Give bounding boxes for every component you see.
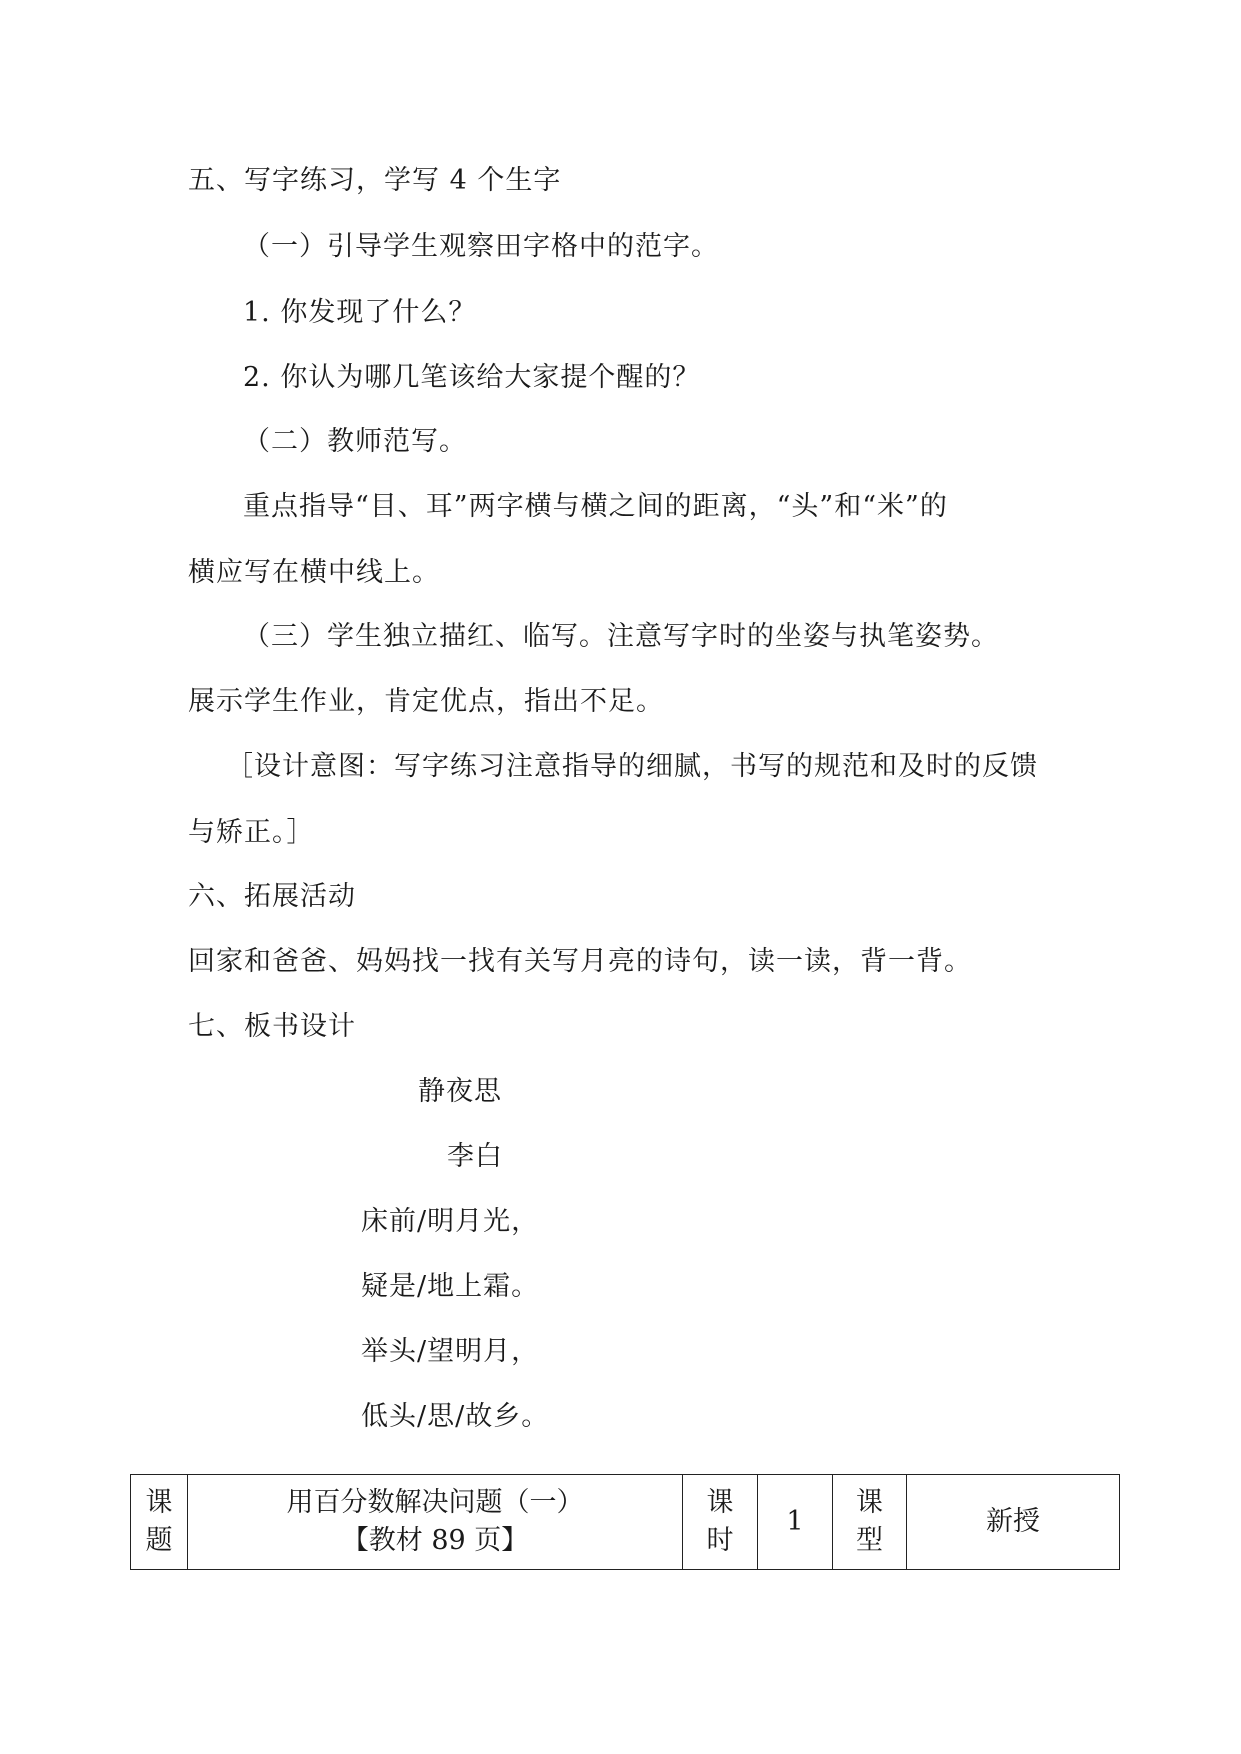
poem-verse-4: 低头/思/故乡。 [361, 1401, 550, 1432]
topic-value-cell [188, 1475, 683, 1570]
guidance-line-2: 横应写在横中线上。 [188, 557, 440, 588]
showcase-line: 展示学生作业，肯定优点，指出不足。 [188, 686, 664, 717]
design-intent-line-2: 与矫正。］ [188, 817, 315, 848]
step-demo: （二）教师范写。 [243, 426, 467, 457]
hours-value-cell: 1 [758, 1475, 833, 1570]
topic-label-char-2: 题 [145, 1525, 173, 1556]
poem-title: 静夜思 [418, 1076, 502, 1107]
poem-verse-1: 床前/明月光， [361, 1206, 540, 1237]
type-label-cell [833, 1475, 907, 1570]
topic-textbook-page: 【教材 89 页】 [341, 1525, 529, 1556]
lesson-info-table [130, 1474, 1120, 1570]
type-value-cell: 新授 [907, 1475, 1120, 1570]
type-label-char-2: 型 [856, 1525, 883, 1556]
step-practice: （三）学生独立描红、临写。注意写字时的坐姿与执笔姿势。 [243, 621, 999, 652]
topic-label-cell [131, 1475, 188, 1570]
guidance-line-1: 重点指导“目、耳”两字横与横之间的距离，“头”和“米”的 [243, 491, 948, 522]
topic-title: 用百分数解决问题（一） [286, 1487, 584, 1518]
section-heading-writing: 五、写字练习，学写 4 个生字 [188, 165, 562, 196]
hours-label-char-2: 时 [706, 1525, 734, 1556]
hours-label-char-1: 课 [706, 1487, 734, 1518]
topic-label-char-1: 课 [145, 1487, 173, 1518]
poem-author: 李白 [447, 1141, 503, 1172]
section-heading-extension: 六、拓展活动 [188, 881, 356, 912]
hours-label-cell [683, 1475, 758, 1570]
type-label-char-1: 课 [856, 1487, 883, 1518]
question-2: 2. 你认为哪几笔该给大家提个醒的？ [243, 362, 701, 393]
question-1: 1. 你发现了什么？ [243, 297, 477, 328]
poem-verse-2: 疑是/地上霜。 [361, 1271, 540, 1302]
extension-activity: 回家和爸爸、妈妈找一找有关写月亮的诗句，读一读，背一背。 [188, 946, 972, 977]
step-observe: （一）引导学生观察田字格中的范字。 [243, 231, 719, 262]
design-intent-line-1: ［设计意图：写字练习注意指导的细腻，书写的规范和及时的反馈 [226, 751, 1038, 782]
section-heading-board: 七、板书设计 [188, 1011, 356, 1042]
poem-verse-3: 举头/望明月， [361, 1336, 540, 1367]
